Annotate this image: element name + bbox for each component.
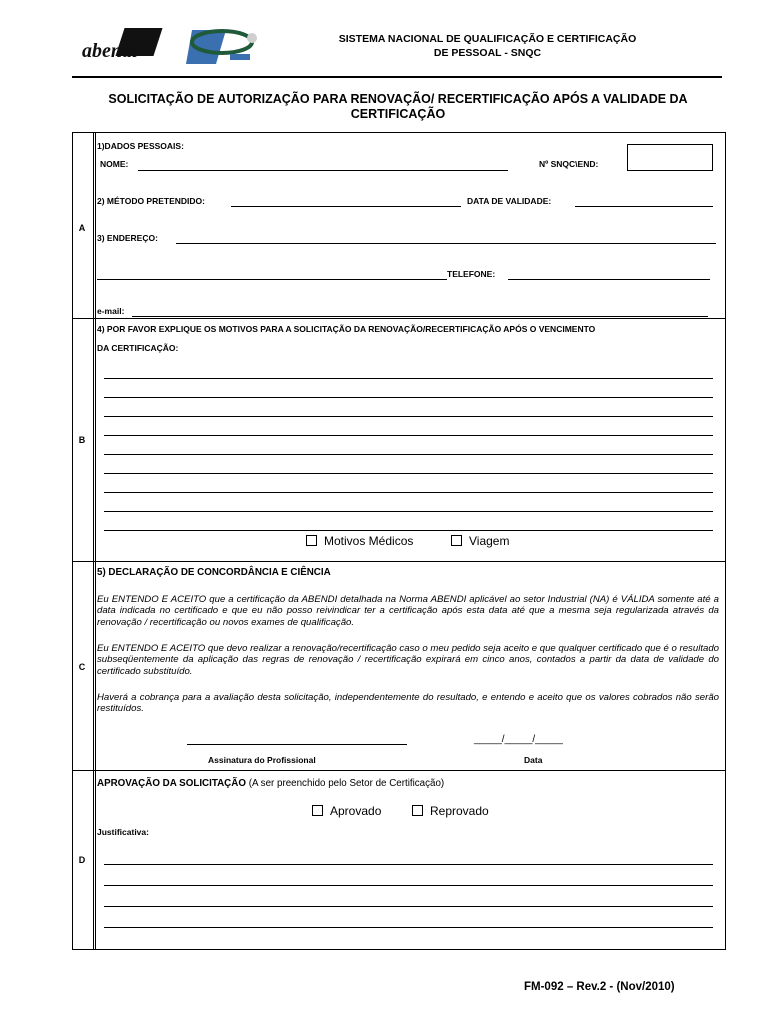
section-divider-cd	[73, 770, 725, 771]
declaration-heading: 5) DECLARAÇÃO DE CONCORDÂNCIA E CIÊNCIA	[97, 567, 331, 578]
section-divider-bc	[73, 561, 725, 562]
personal-data-heading: 1)DADOS PESSOAIS:	[97, 141, 184, 151]
declaration-paragraph-2: Eu ENTENDO E ACEITO que devo realizar a renovação/recertificação caso o meu pedido seja aceito e que qualquer certificado que é o resultado subseqüentemente da aplicação das regras de renovação / recertificação expirará em cinco anos, contados a partir da data de validade do certificado substituído.	[97, 643, 719, 677]
section-letter-a: A	[78, 223, 86, 233]
reasons-line[interactable]	[104, 378, 713, 379]
email-field[interactable]	[132, 316, 708, 317]
letter-column-divider	[93, 133, 94, 949]
section-letter-c: C	[78, 662, 86, 672]
name-label: NOME:	[100, 159, 129, 169]
form-title: SOLICITAÇÃO DE AUTORIZAÇÃO PARA RENOVAÇÃO/ RECERTIFICAÇÃO APÓS A VALIDADE DA CERTIFICAÇÃO	[108, 92, 688, 121]
rejected-option[interactable]: Reprovado	[412, 804, 489, 818]
snqc-logo	[186, 26, 258, 66]
method-field[interactable]	[231, 206, 461, 207]
approval-heading: APROVAÇÃO DA SOLICITAÇÃO (A ser preenchido pelo Setor de Certificação)	[97, 778, 445, 789]
reasons-line[interactable]	[104, 530, 713, 531]
svg-text:SNQC: SNQC	[222, 64, 225, 65]
justification-label: Justificativa:	[97, 827, 149, 837]
approved-option[interactable]: Aprovado	[312, 804, 381, 818]
medical-reasons-option[interactable]: Motivos Médicos	[306, 534, 413, 548]
reasons-question-line2: DA CERTIFICAÇÃO:	[97, 343, 179, 353]
section-letter-d: D	[78, 855, 86, 865]
snqc-number-box[interactable]	[627, 144, 713, 171]
reasons-question-line1: 4) POR FAVOR EXPLIQUE OS MOTIVOS PARA A SOLICITAÇÃO DA RENOVAÇÃO/RECERTIFICAÇÃO APÓS O VENCIMENTO	[97, 324, 596, 334]
system-title	[300, 32, 675, 60]
name-field[interactable]	[138, 170, 508, 171]
justification-line[interactable]	[104, 864, 713, 865]
snqc-number-label: Nº SNQC\END:	[539, 159, 599, 169]
address-field[interactable]	[176, 243, 716, 244]
rejected-checkbox[interactable]	[412, 805, 423, 816]
justification-line[interactable]	[104, 906, 713, 907]
date-field[interactable]: _____/_____/_____	[474, 734, 563, 745]
reasons-line[interactable]	[104, 492, 713, 493]
declaration-paragraph-1: Eu ENTENDO E ACEITO que a certificação da ABENDI detalhada na Norma ABENDI aplicável ao setor Industrial (NA) é VÁLIDA somente até a data indicada no certificado e que eu não posso reivindicar ter a certificação após esta data até que a mesma seja regularizada através da renovação / recertificação ou novos exames de qualificação.	[97, 594, 719, 628]
travel-option[interactable]: Viagem	[451, 534, 509, 548]
reasons-line[interactable]	[104, 473, 713, 474]
validity-date-field[interactable]	[575, 206, 713, 207]
reasons-line[interactable]	[104, 397, 713, 398]
reasons-line[interactable]	[104, 511, 713, 512]
phone-field[interactable]	[508, 279, 710, 280]
letter-column-divider-inner	[95, 133, 96, 949]
reasons-line[interactable]	[104, 435, 713, 436]
method-label: 2) MÉTODO PRETENDIDO:	[97, 196, 205, 206]
date-label: Data	[524, 755, 543, 765]
validity-date-label: DATA DE VALIDADE:	[467, 196, 552, 206]
reasons-line[interactable]	[104, 416, 713, 417]
address-label: 3) ENDEREÇO:	[97, 233, 158, 243]
address-field-line2[interactable]	[97, 279, 447, 280]
reasons-line[interactable]	[104, 454, 713, 455]
header-divider	[72, 76, 722, 78]
abendi-logo: abendi	[78, 26, 158, 66]
system-title-line2: DE PESSOAL - SNQC	[433, 47, 542, 59]
travel-checkbox[interactable]	[451, 535, 462, 546]
signature-label: Assinatura do Profissional	[208, 755, 316, 765]
email-label: e-mail:	[97, 306, 125, 316]
justification-line[interactable]	[104, 885, 713, 886]
section-divider-ab	[73, 318, 725, 319]
declaration-paragraph-3: Haverá a cobrança para a avaliação desta solicitação, independentemente do resultado, e entendo e aceito que os valores cobrados não serão restituídos.	[97, 692, 719, 715]
approved-checkbox[interactable]	[312, 805, 323, 816]
signature-line[interactable]	[187, 744, 407, 745]
justification-line[interactable]	[104, 927, 713, 928]
approval-heading-note: (A ser preenchido pelo Setor de Certificação)	[248, 778, 445, 789]
form-code: FM-092 – Rev.2 - (Nov/2010)	[524, 981, 675, 993]
medical-reasons-checkbox[interactable]	[306, 535, 317, 546]
system-title-line1: SISTEMA NACIONAL DE QUALIFICAÇÃO E CERTIFICAÇÃO	[338, 33, 637, 45]
section-letter-b: B	[78, 435, 86, 445]
phone-label: TELEFONE:	[447, 269, 496, 279]
